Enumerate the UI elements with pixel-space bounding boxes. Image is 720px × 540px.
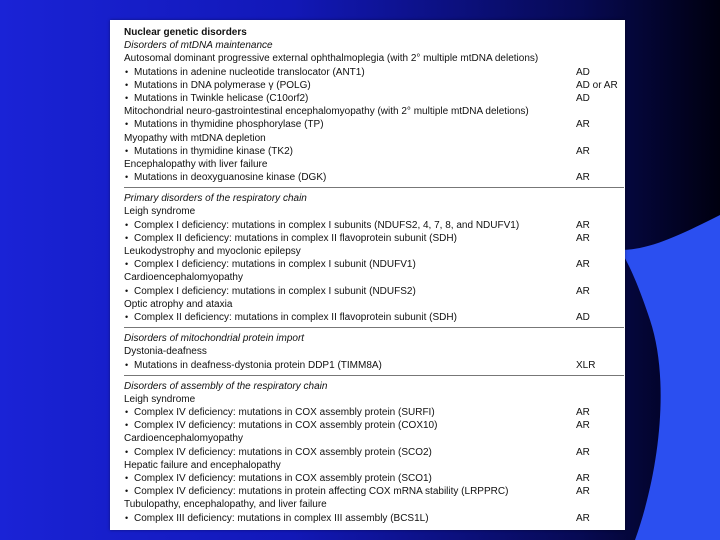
inheritance-label: XLR [576,359,596,371]
table-row-bullet [124,258,624,271]
inheritance-label: AR [576,232,590,244]
table-row-condition [124,498,624,511]
table-row-bullet [124,512,624,525]
table-row-condition [124,271,624,284]
row-text: Optic atrophy and ataxia [124,298,233,310]
inheritance-label: AR [576,119,590,131]
inheritance-label: AD [576,311,590,323]
table-row-bullet [124,145,624,158]
table-row-bullet [124,406,624,419]
row-text: Cardioencephalomyopathy [124,433,243,445]
table-row-condition [124,132,624,145]
inheritance-label: AR [576,172,590,184]
row-text: Complex II deficiency: mutations in complex II flavoprotein subunit (SDH) [134,311,457,323]
table-row-condition [124,432,624,445]
table-row-bullet [124,485,624,498]
inheritance-label: AR [576,473,590,484]
section-heading [124,332,624,345]
row-text: Mutations in deoxyguanosine kinase (DGK) [134,172,327,184]
bullet-icon: • [125,66,129,77]
bullet-icon: • [125,172,129,183]
row-text: Complex I deficiency: mutations in complex I subunit (NDUFV1) [134,259,416,271]
table-row-bullet [124,232,624,245]
row-text: Autosomal dominant progressive external ophthalmoplegia (with 2° multiple mtDNA deletions) [124,53,539,65]
section-divider [124,327,624,328]
table-row-bullet [124,66,624,79]
inheritance-label: AD or AR [576,79,618,91]
row-text: Complex IV deficiency: mutations in COX assembly protein (SCO2) [134,446,432,458]
table-row-bullet [124,92,624,105]
bullet-icon: • [125,79,129,90]
table-title [124,26,624,39]
row-text: Mutations in thymidine phosphorylase (TP) [134,119,324,131]
row-text: Complex IV deficiency: mutations in COX assembly protein (SCO1) [134,473,432,484]
bullet-icon: • [125,92,129,103]
section-heading [124,39,624,52]
table-row-bullet [124,219,624,232]
table-row-condition [124,158,624,171]
inheritance-label: AR [576,446,590,458]
inheritance-label: AR [576,259,590,271]
section-heading [124,192,624,205]
section-divider [124,375,624,376]
row-text: Dystonia-deafness [124,346,207,358]
row-text: Complex IV deficiency: mutations in protein affecting COX mRNA stability (LRPPRC) [134,486,509,498]
section-heading-text: Disorders of mitochondrial protein import [124,333,305,345]
inheritance-label: AD [576,92,590,104]
inheritance-label: AR [576,512,590,524]
row-text: Complex I deficiency: mutations in complex I subunit (NDUFS2) [134,285,416,297]
bullet-icon: • [125,359,129,370]
bullet-icon: • [125,119,129,130]
table-row-bullet [124,118,624,131]
table-row-condition [124,393,624,406]
section-heading-text: Disorders of mtDNA maintenance [124,40,273,52]
bullet-icon: • [125,219,129,230]
bullet-icon: • [125,473,129,483]
row-text: Leigh syndrome [124,393,196,405]
table-row-bullet [124,285,624,298]
table-row-condition [124,205,624,218]
row-text: Complex II deficiency: mutations in complex II flavoprotein subunit (SDH) [134,232,457,244]
table-row-condition [124,459,624,472]
table-row-bullet [124,359,624,372]
inheritance-label: AR [576,486,590,498]
bullet-icon: • [125,446,129,457]
section-heading-text: Disorders of assembly of the respiratory chain [124,380,328,392]
row-text: Cardioencephalomyopathy [124,272,243,284]
inheritance-label: AR [576,145,590,157]
inheritance-label: AR [576,420,590,432]
bullet-icon: • [125,486,129,497]
inheritance-label: AR [576,285,590,297]
row-text: Mutations in Twinkle helicase (C10orf2) [134,92,309,104]
row-text: Mutations in DNA polymerase γ (POLG) [134,79,311,91]
table-row-bullet [124,472,624,485]
inheritance-label: AD [576,66,590,78]
table-row-condition [124,298,624,311]
row-text: Leukodystrophy and myoclonic epilepsy [124,246,301,257]
inheritance-label: AR [576,219,590,231]
table-title-text: Nuclear genetic disorders [124,27,247,38]
table-row-bullet [124,311,624,324]
bullet-icon: • [125,232,129,243]
row-text: Mutations in deafness-dystonia protein DDP1 (TIMM8A) [134,359,382,371]
bullet-icon: • [125,145,129,156]
table-row-bullet [124,419,624,432]
document-table-image [110,20,625,530]
row-text: Mitochondrial neuro-gastrointestinal encephalomyopathy (with 2° multiple mtDNA deletions) [124,106,529,118]
table-row-condition [124,345,624,358]
bullet-icon: • [125,285,129,296]
row-text: Complex IV deficiency: mutations in COX assembly protein (COX10) [134,420,438,432]
bullet-icon: • [125,420,129,431]
row-text: Mutations in thymidine kinase (TK2) [134,145,293,157]
bullet-icon: • [125,407,129,418]
row-text: Myopathy with mtDNA depletion [124,132,266,144]
row-text: Leigh syndrome [124,206,196,218]
table-row-bullet [124,79,624,92]
table-row-bullet [124,446,624,459]
row-text: Complex IV deficiency: mutations in COX assembly protein (SURFI) [134,407,435,419]
table-row-condition [124,105,624,118]
bullet-icon: • [125,259,129,270]
row-text: Hepatic failure and encephalopathy [124,459,281,471]
row-text: Tubulopathy, encephalopathy, and liver failure [124,499,327,511]
row-text: Mutations in adenine nucleotide translocator (ANT1) [134,66,365,78]
table-row-bullet [124,171,624,184]
row-text: Complex I deficiency: mutations in complex I subunits (NDUFS2, 4, 7, 8, and NDUFV1) [134,219,520,231]
section-heading [124,380,624,393]
table-row-condition [124,52,624,65]
bullet-icon: • [125,512,129,523]
section-heading-text: Primary disorders of the respiratory chain [124,193,307,205]
bullet-icon: • [125,311,129,322]
table-rows [124,26,624,525]
section-divider [124,187,624,188]
row-text: Complex III deficiency: mutations in complex III assembly (BCS1L) [134,512,429,524]
inheritance-label: AR [576,407,590,419]
table-row-condition [124,245,624,258]
row-text: Encephalopathy with liver failure [124,158,268,170]
